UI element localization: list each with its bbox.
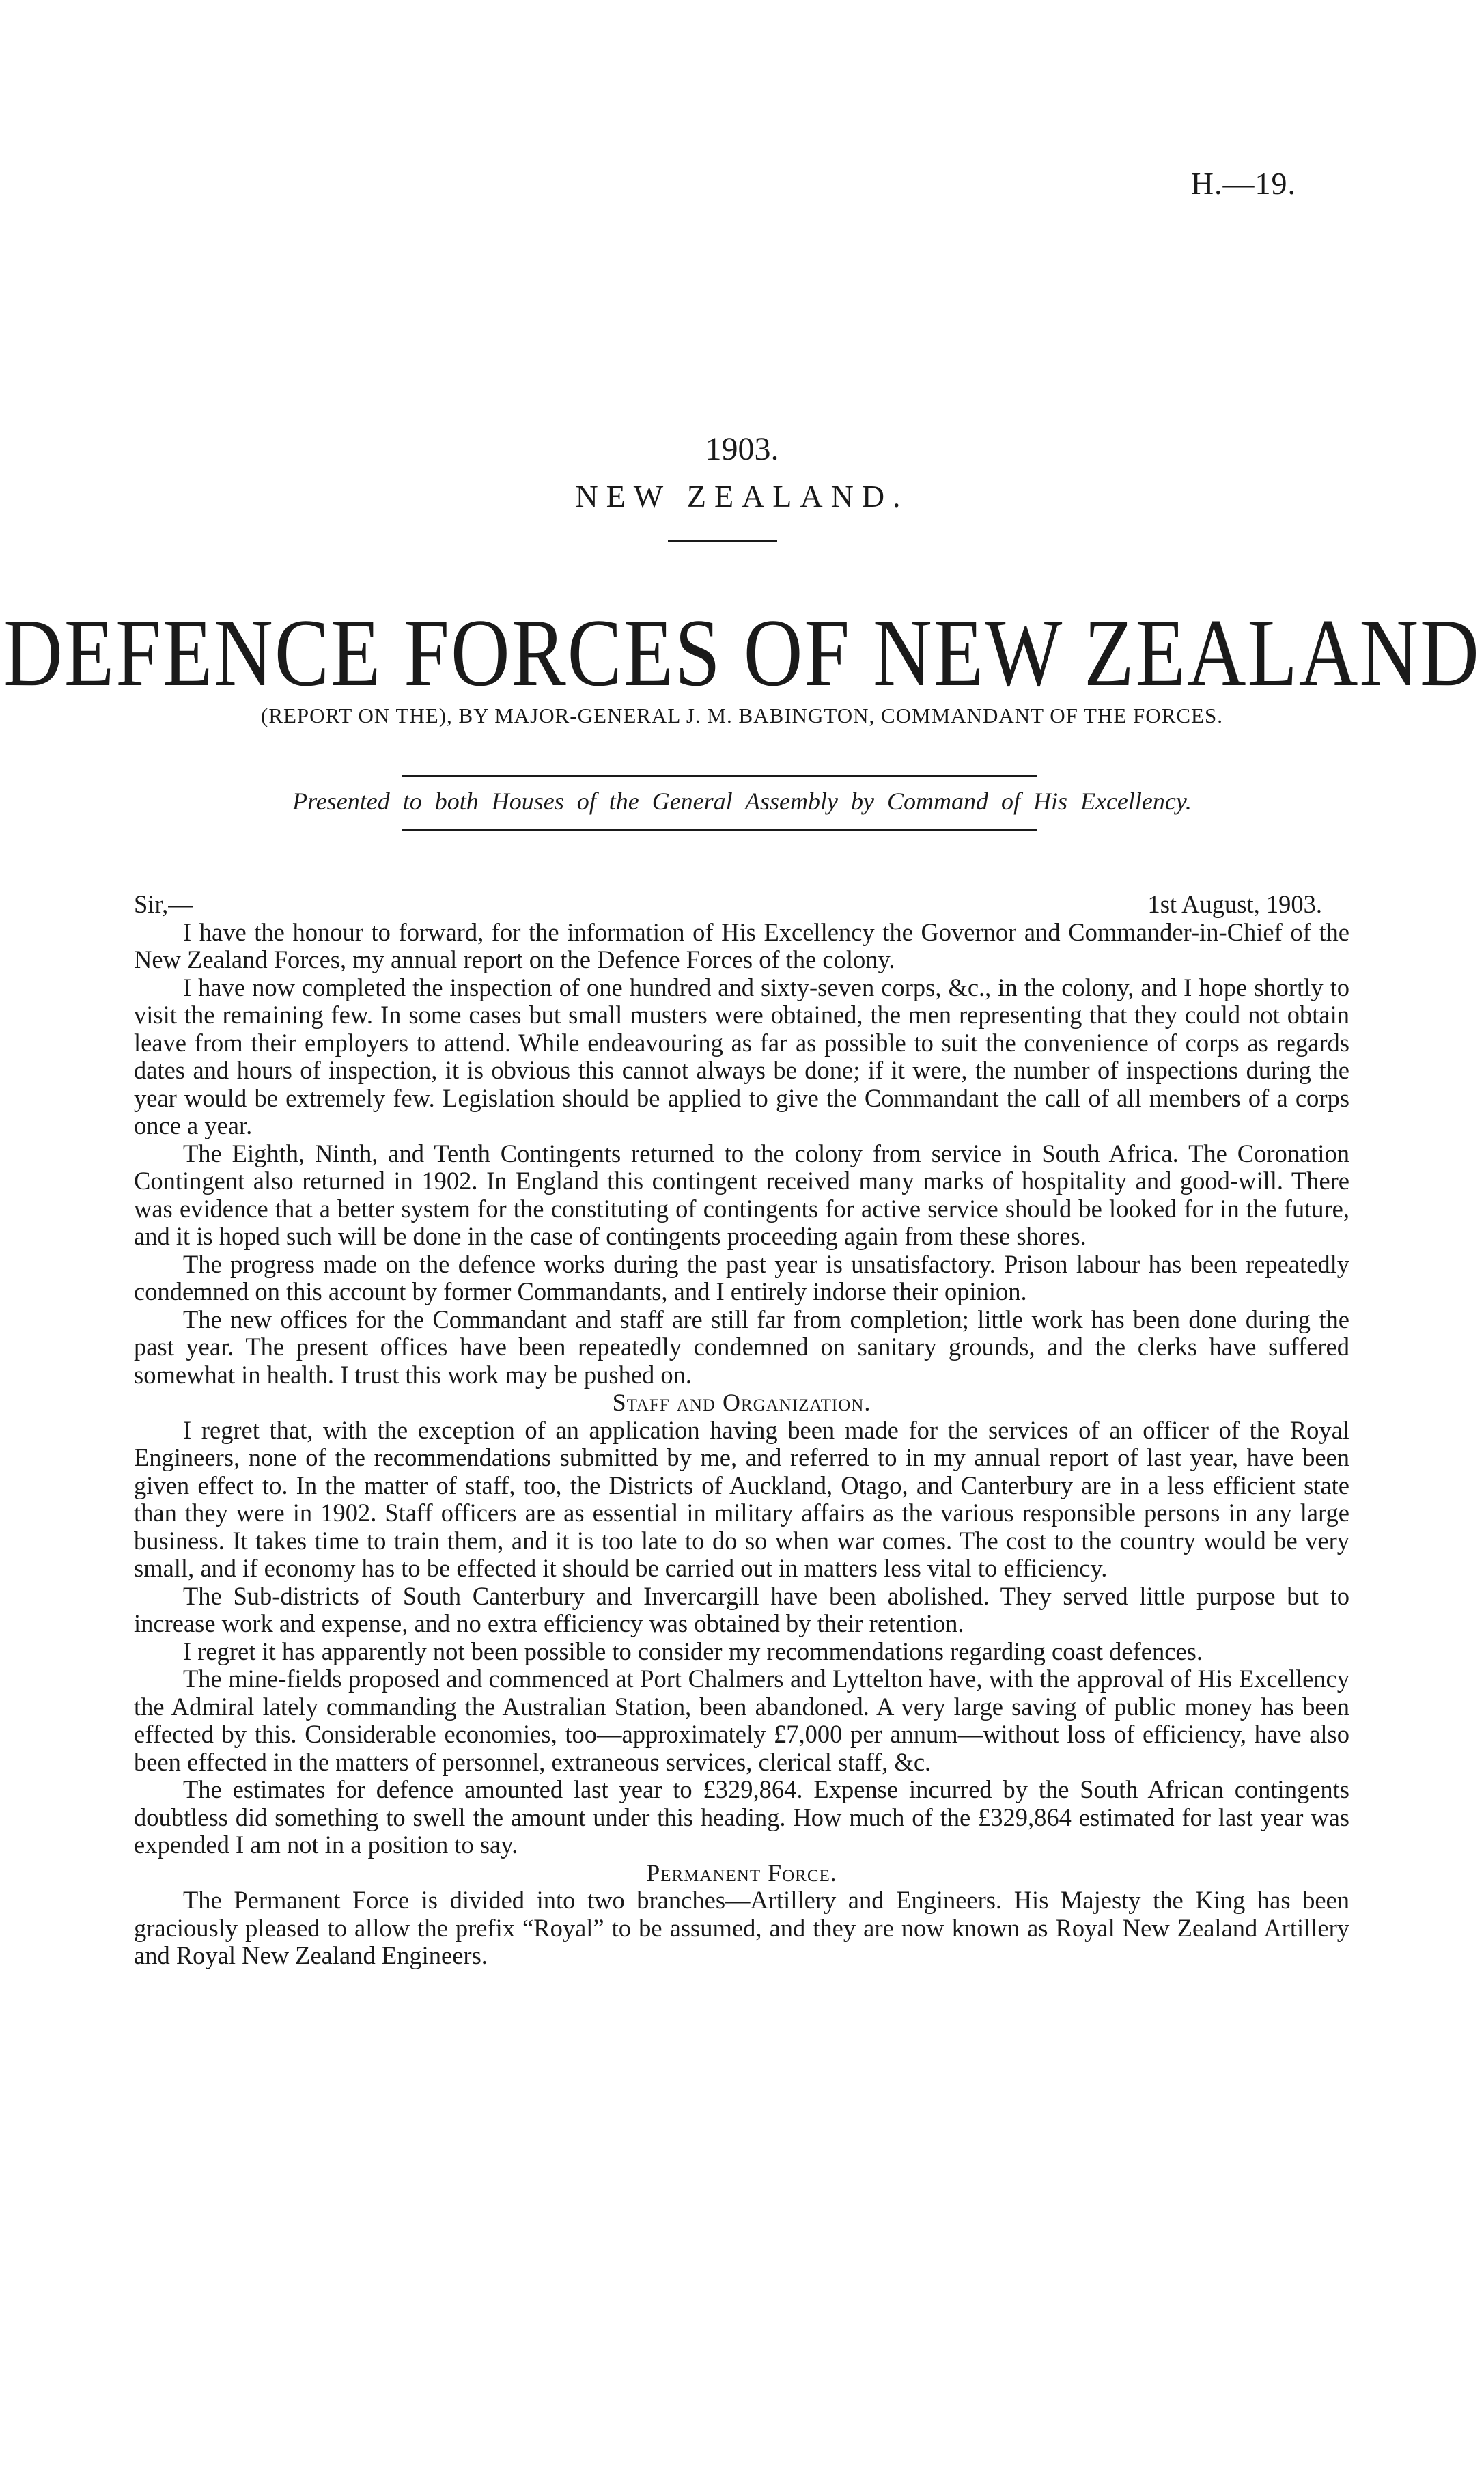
salutation-row [134, 891, 1349, 919]
paragraph: The mine-fields proposed and commenced at Port Chalmers and Lyttelton have, with the approval of His Excellency the Admiral lately commanding the Australian Station, been abandoned. A very large saving of public money has been effected by this. Considerable economies, too—approximately £7,000 per annum—without loss of efficiency, have also been effected in the matters of personnel, extraneous services, clerical staff, &c. [134, 1665, 1349, 1776]
paragraph: I regret that, with the exception of an application having been made for the services of an officer of the Royal Engineers, none of the recommendations submitted by me, and referred to in my annual report of last year, have been given effect to. In the matter of staff, too, the Districts of Auckland, Otago, and Canterbury are in a less efficient state than they were in 1902. Staff officers are as essential in military affairs as the various responsible persons in any large business. It takes time to train them, and it is too late to do so when war comes. The cost to the country would be very small, and if economy has to be effected it should be carried out in matters less vital to efficiency. [134, 1415, 1349, 1582]
document-subtitle: (REPORT ON THE), BY MAJOR-GENERAL J. M. BABINGTON, COMMANDANT OF THE FORCES. [261, 704, 1223, 727]
salutation: Sir,— [134, 890, 193, 918]
paragraph: The Permanent Force is divided into two branches—Artillery and Engineers. His Majesty the King has been graciously pleased to allow the prefix “Royal” to be assumed, and they are now known as Royal New Zealand Artillery and Royal New Zealand Engineers. [134, 1886, 1349, 1969]
paragraph: The progress made on the defence works during the past year is unsatisfactory. Prison labour has been repeatedly condemned on this account by former Commandants, and I entirely indorse their opinion. [134, 1249, 1349, 1305]
paragraph: The new offices for the Commandant and staff are still far from completion; little work has been done during the past year. The present offices have been repeatedly condemned on sanitary grounds, and the clerks have suffered somewhat in health. I trust this work may be pushed on. [134, 1305, 1349, 1389]
document-title: DEFENCE FORCES OF NEW ZEALAND [3, 598, 1481, 706]
presented-line: Presented to both Houses of the General Assembly by Command of His Excellency. [292, 788, 1192, 815]
rule-above-presented [402, 775, 1037, 777]
paragraph: I have the honour to forward, for the information of His Excellency the Governor and Commander-in-Chief of the New Zealand Forces, my annual report on the Defence Forces of the colony. [134, 917, 1349, 973]
letter-body [134, 891, 1349, 1970]
rule-below-presented [402, 829, 1037, 831]
paragraph: I regret it has apparently not been possible to consider my recommendations regarding coast defences. [183, 1637, 1203, 1665]
short-rule [668, 540, 777, 542]
country-heading: NEW ZEALAND. [575, 479, 909, 514]
section-heading-staff: Staff and Organization. [612, 1389, 871, 1416]
paragraph: The estimates for defence amounted last year to £329,864. Expense incurred by the South African contingents doubtless did something to swell the amount under this heading. How much of the £329,864 estimated for last year was expended I am not in a position to say. [134, 1775, 1349, 1859]
year: 1903. [705, 431, 779, 467]
section-heading-permanent: Permanent Force. [646, 1859, 837, 1887]
page-reference: H.—19. [1190, 166, 1296, 201]
paragraph: The Eighth, Ninth, and Tenth Contingents returned to the colony from service in South Africa. The Coronation Contingent also returned in 1902. In England this contingent received many marks of hospitality and good-will. There was evidence that a better system for the constituting of contingents for active service should be looked for in the future, and it is hoped such will be done in the case of contingents proceeding again from these shores. [134, 1139, 1349, 1250]
paragraph: The Sub-districts of South Canterbury and Invercargill have been abolished. They served little purpose but to increase work and expense, and no extra efficiency was obtained by their retention. [134, 1581, 1349, 1637]
letter-date: 1st August, 1903. [1147, 890, 1322, 918]
paragraph: I have now completed the inspection of one hundred and sixty-seven corps, &c., in the colony, and I hope shortly to visit the remaining few. In some cases but small musters were obtained, the men representing that they could not obtain leave from their employers to attend. While endeavouring as far as possible to suit the convenience of corps as regards dates and hours of inspection, it is obvious this cannot always be done; if it were, the number of inspections during the year would be extremely few. Legislation should be applied to give the Commandant the call of all members of a corps once a year. [134, 973, 1349, 1139]
